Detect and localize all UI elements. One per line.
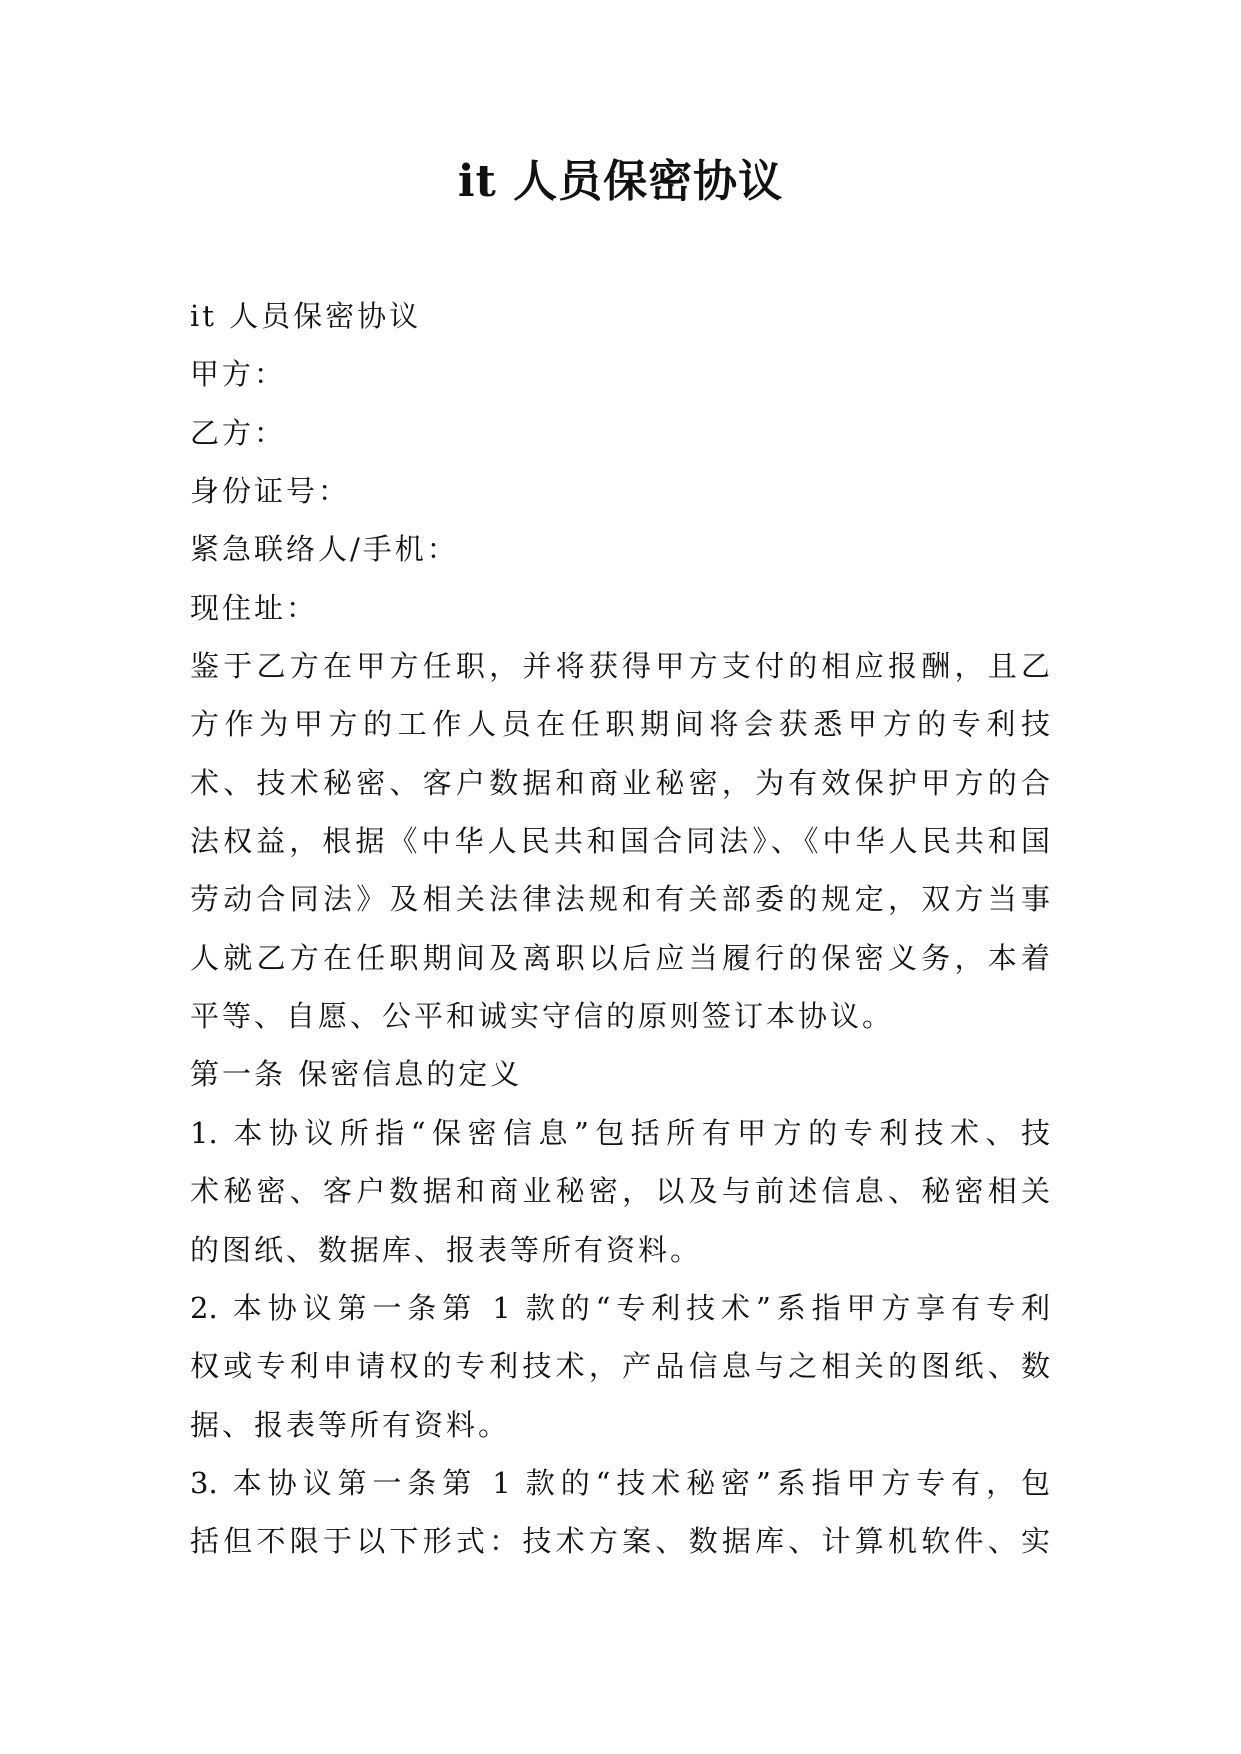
clause-3 — [190, 1454, 1050, 1571]
clause-line: 括但不限于以下形式：技术方案、数据库、计算机软件、实 — [190, 1524, 1050, 1559]
party-fields — [190, 345, 1050, 637]
paragraph-line: 人就乙方在任职期间及离职以后应当履行的保密义务，本着 — [190, 940, 1050, 975]
clause-line: 1. 本协议所指“保密信息”包括所有甲方的专利技术、技 — [190, 1115, 1050, 1150]
clause-1 — [190, 1104, 1050, 1279]
paragraph-line: 方作为甲方的工作人员在任职期间将会获悉甲方的专利技 — [190, 707, 1050, 742]
paragraph-line: 平等、自愿、公平和诚实守信的原则签订本协议。 — [190, 999, 895, 1034]
document-subtitle: it 人员保密协议 — [190, 299, 422, 333]
field-emergency-contact: 紧急联络人/手机： — [190, 532, 459, 567]
paragraph-line: 鉴于乙方在甲方任职，并将获得甲方支付的相应报酬，且乙 — [190, 649, 1050, 684]
article-1-heading: 第一条 保密信息的定义 — [190, 1057, 523, 1092]
paragraph-line: 术、技术秘密、客户数据和商业秘密，为有效保护甲方的合 — [190, 765, 1050, 800]
paragraph-line: 劳动合同法》及相关法律法规和有关部委的规定，双方当事 — [190, 882, 1050, 917]
clause-line: 的图纸、数据库、报表等所有资料。 — [190, 1232, 703, 1267]
field-party-b: 乙方： — [190, 415, 287, 450]
paragraph-line: 法权益，根据《中华人民共和国合同法》、《中华人民共和国 — [190, 824, 1050, 859]
field-party-a: 甲方： — [190, 357, 287, 392]
clause-line: 权或专利申请权的专利技术，产品信息与之相关的图纸、数 — [190, 1349, 1050, 1384]
document-title: it 人员保密协议 — [457, 156, 784, 207]
preamble-paragraph — [190, 637, 1050, 1045]
clause-line: 3. 本协议第一条第 1 款的“技术秘密”系指甲方专有，包 — [190, 1465, 1050, 1500]
clause-line: 2. 本协议第一条第 1 款的“专利技术”系指甲方享有专利 — [190, 1290, 1050, 1325]
clause-line: 术秘密、客户数据和商业秘密，以及与前述信息、秘密相关 — [190, 1174, 1050, 1209]
field-id-number: 身份证号： — [190, 474, 351, 509]
document-body — [190, 287, 1050, 1571]
clause-line: 据、报表等所有资料。 — [190, 1407, 511, 1442]
clause-2 — [190, 1279, 1050, 1454]
field-address: 现住址： — [190, 590, 319, 625]
